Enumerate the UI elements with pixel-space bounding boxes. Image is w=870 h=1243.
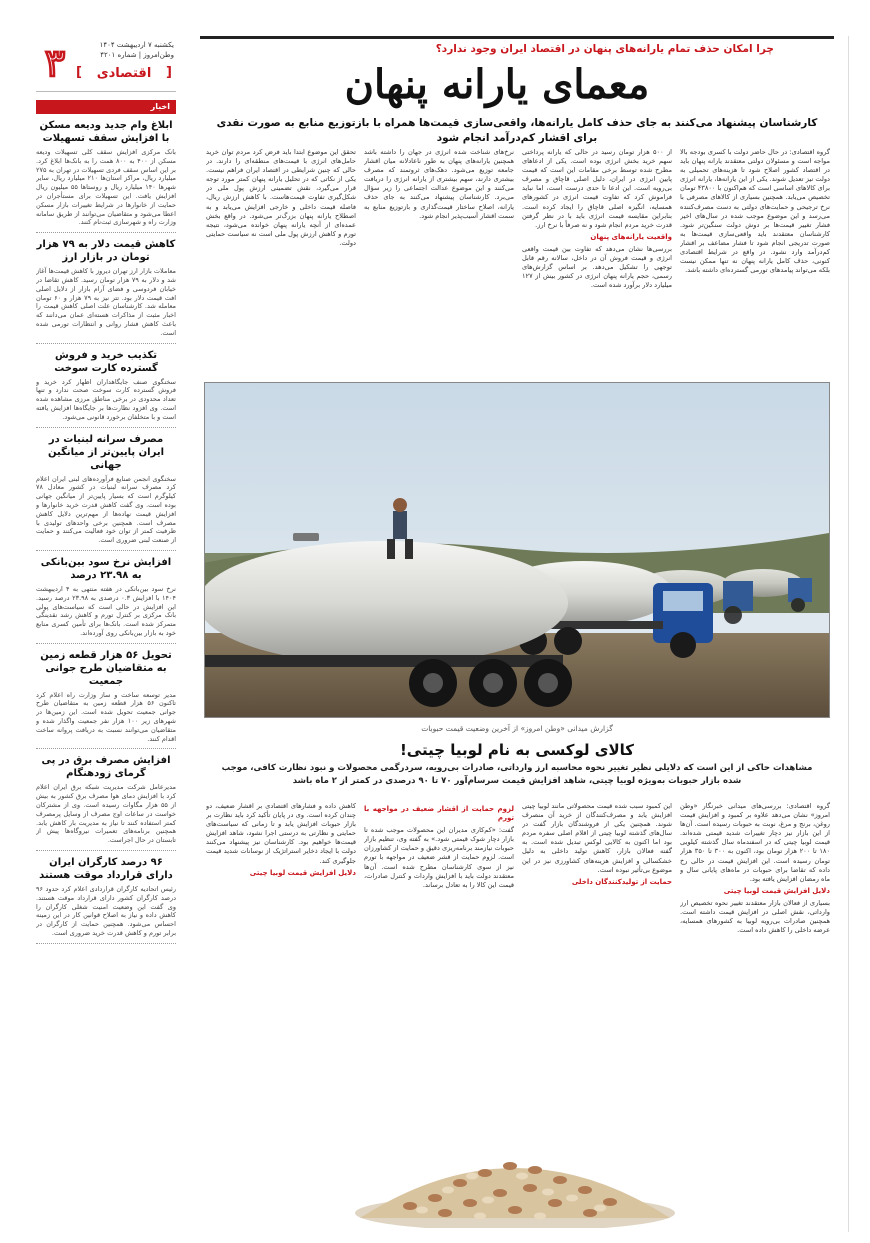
column-text: کاهش داده و فشارهای اقتصادی بر اقشار ضعیف، دو چندان کرده است. وی در پایان تأکید کرد باید نظارت بر بازار حبوبات افزایش یابد و تا زمانی که سیاست‌های حمایتی و نظارتی به درستی اجرا نشود، شاهد افزایش قیمت‌ها خواهیم بود. کارشناسان نیز پیشنهاد می‌کنند دولت با ایجاد ذخایر استراتژیک از نوسانات شدید قیمت جلوگیری کند. <box>206 802 356 865</box>
story-column <box>206 148 356 378</box>
brief-title[interactable]: کاهش قیمت دلار به ۷۹ هزار تومان در بازار ارز <box>36 239 176 264</box>
story2-column <box>364 802 514 1122</box>
brief-body: مدیرعامل شرکت مدیریت شبکه برق ایران اعلام کرد با افزایش دمای هوا مصرف برق کشور به بیش از ۵۵ هزار مگاوات رسیده است. وی از مشترکان خواست در ساعات اوج مصرف از وسایل پرمصرف کمتر استفاده کنند تا نیاز به مدیریت بار کاهش یابد. همچنین برنامه‌های تعمیرات نیروگاه‌ها پیش از تابستان در حال اجراست. <box>36 783 176 845</box>
story2-column <box>522 802 672 1122</box>
brief-body: معاملات بازار ارز تهران دیروز با کاهش قیمت‌ها آغاز شد و دلار به ۷۹ هزار تومان رسید. کاهش تقاضا در خیابان فردوسی و فضای آرام بازار از دلایل اصلی افت قیمت دلار بود. تتر نیز به ۷۹ هزار و ۶۰ تومان معامله شد. کارشناسان علت اصلی کاهش قیمت را اخبار مثبت از مذاکرات هسته‌ای عمان می‌دانند که باعث کاهش فشار روانی و انتظارات تورمی شده است. <box>36 267 176 337</box>
brief-title[interactable]: تحویل ۵۶ هزار قطعه زمین به متقاضیان طرح جوانی جمعیت <box>40 649 172 687</box>
brief-title[interactable]: تکذیب خرید و فروش گسترده کارت سوخت <box>54 349 158 374</box>
news-sidebar <box>36 36 176 1232</box>
column-text: گفت: «کم‌کاری مدیران این محصولات موجب شده تا بازار دچار شوک قیمتی شود.» به گفته وی، تنظیم بازار حبوبات نیازمند برنامه‌ریزی دقیق و حمایت از کشاورزان است. لزوم حمایت از قشر ضعیف در مواجهه با تورم نیز از سوی کارشناسان مطرح شده است. آن‌ها معتقدند دولت باید با افزایش واردات و کنترل صادرات، قیمت این کالا را به تعادل برساند. <box>364 826 514 889</box>
pinto-beans-photo <box>350 1128 680 1228</box>
brief-item <box>36 551 176 644</box>
column-subheading: حمایت از تولیدکنندگان داخلی <box>571 877 672 886</box>
page-number: ۳ <box>44 40 66 85</box>
brief-item <box>36 644 176 750</box>
column-subheading: واقعیت یارانه‌های پنهان <box>590 232 672 241</box>
tanker-trucks-illustration <box>204 383 829 718</box>
masthead-date-block <box>76 40 174 60</box>
news-bar-label: اخبار <box>36 100 176 114</box>
story2-lead: مشاهدات حاکی از این است که دلایلی نظیر تغییر نحوه محاسبه ارز وارداتی، صادرات بی‌رویه، سردرگمی محصولات و نبود نظارت کافی، موجب شده بازار حبوبات به‌ویژه لوبیا چیتی، شاهد افزایش قیمت سرسام‌آور ۷۰ تا ۹۰ درصدی در کمتر از ۲ ماه باشد <box>221 763 813 786</box>
masthead-date: یکشنبه ۷ اردیبهشت ۱۴۰۴ <box>99 41 174 49</box>
brief-body: بانک مرکزی افزایش سقف کلی تسهیلات ودیعه مسکن از ۴۰۰ به ۸۰۰ همت را به بانک‌ها ابلاغ کرد. بر این اساس سقف فردی تسهیلات در تهران به ۲۷۵ میلیارد ریال، مراکز استان‌ها ۲۱۰ میلیارد ریال، سایر شهرها ۱۴۰ میلیارد ریال و روستاها ۵۵ میلیون ریال افزایش یافت. این تسهیلات برای مستأجران در حمایت از خانوارها در شرایط تغییرات بازار مسکن اعطا می‌شود و متقاضیان می‌توانند از طریق سامانه وزارت راه و شهرسازی ثبت‌نام کنند. <box>36 148 176 227</box>
story-kicker: چرا امکان حذف تمام یارانه‌های پنهان در اقتصاد ایران وجود ندارد؟ <box>200 36 834 56</box>
brief-body: نرخ سود بین‌بانکی در هفته منتهی به ۴ اردیبهشت ۱۴۰۴ با افزایش ۰.۳ درصدی به ۲۳.۹۸ درصد رسید. این افزایش در حالی است که سیاست‌های پولی بانک مرکزی بر کنترل تورم و کاهش رشد نقدینگی متمرکز شده است. بانک‌ها برای تأمین کسری منابع خود به بازار بین‌بانکی روی آورده‌اند. <box>36 584 176 637</box>
story2-headline[interactable]: کالای لوکسی به نام لوبیا چیتی! <box>399 741 635 759</box>
column-text: نرخ‌های شناخت شده انرژی در جهان را داشته باشد همچنین یارانه‌های پنهان به طور ناعادلانه میان اقشار جامعه توزیع می‌شود. دهک‌های ثروتمند که مصرف بیشتری دارند، سهم بیشتری از یارانه انرژی را دریافت می‌کنند و این موضوع عدالت اجتماعی را زیر سؤال می‌برد. کارشناسان پیشنهاد می‌کنند به جای حذف یارانه، اصلاح ساختار قیمت‌گذاری و بازتوزیع منابع به سمت اقشار آسیب‌پذیر انجام شود. <box>364 148 514 220</box>
tanker-trucks-photo <box>204 382 830 718</box>
story-column <box>364 148 514 378</box>
brief-item <box>36 344 176 428</box>
story-lead: کارشناسان پیشنهاد می‌کنند به جای حذف کامل یارانه‌ها، واقعی‌سازی قیمت‌ها همراه با بازتوزیع منابع به صورت نقدی برای اقشار کم‌درآمد انجام شود <box>216 117 818 144</box>
brief-item <box>36 233 176 343</box>
masthead-issue: وطن‌امروز | شماره ۴۲۰۱ <box>100 51 174 59</box>
brief-title[interactable]: افزایش نرخ سود بین‌بانکی به ۲۳.۹۸ درصد <box>40 556 172 581</box>
photo-caption: گزارش میدانی «وطن امروز» از آخرین وضعیت قیمت حبوبات <box>421 724 613 733</box>
brief-title[interactable]: ابلاغ وام جدید ودیعه مسکن با افزایش سقف تسهیلات <box>39 120 173 144</box>
brief-body: مدیر توسعه ساخت و ساز وزارت راه اعلام کرد تاکنون ۵۶ هزار قطعه زمین به متقاضیان طرح جوانی جمعیت تحویل شده است. این زمین‌ها در شهرهای زیر ۱۰۰ هزار نفر جمعیت واگذار شده و متقاضیان می‌توانند نسبت به دریافت پروانه ساخت اقدام کنند. <box>36 690 176 743</box>
page-margin-rule <box>848 36 849 1232</box>
column-text: از ۵۰۰ هزار تومان رسید در حالی که یارانه پرداختی سهم خرید بخش انرژی بوده است. یکی از ادعاهای مطرح شده توسط برخی مقامات این است که قیمت پایین انرژی در ایران، دلیل اصلی قاچاق و مصرف بی‌رویه است. این ادعا تا حدی درست است، اما نباید فراموش کرد که تفاوت قیمت انرژی در کشورهای همسایه، انگیزه اصلی قاچاق را ایجاد کرده است. بنابراین مقایسه قیمت انرژی باید با در نظر گرفتن قدرت خرید مردم انجام شود و نه صرفاً با نرخ ارز. <box>522 148 672 229</box>
brief-title[interactable]: ۹۶ درصد کارگران ایران دارای قرارداد موقت هستند <box>39 857 173 882</box>
story2-column <box>206 802 356 1232</box>
brief-body: سخنگوی صنف جایگاهداران اظهار کرد خرید و فروش گسترده کارت سوخت صحت ندارد و تنها تعداد محدودی در برخی مناطق مرزی مشاهده شده است. وی افزود نظارت‌ها بر جایگاه‌ها افزایش یافته است و با متخلفان برخورد قانونی می‌شود. <box>36 377 176 421</box>
story2-column <box>680 802 830 1232</box>
column-text: بررسی‌ها نشان می‌دهد که تفاوت بین قیمت واقعی انرژی و قیمت فروش آن در داخل، سالانه رقم قابل توجهی را تشکیل می‌دهد. بر اساس گزارش‌های رسمی، حجم یارانه پنهان انرژی در کشور بیش از ۱۲۷ میلیارد دلار برآورد شده است. <box>522 244 672 290</box>
column-text: بسیاری از فعالان بازار معتقدند تغییر نحوه تخصیص ارز وارداتی، نقش اصلی در افزایش قیمت داشته است. همچنین صادرات بی‌رویه لوبیا به کشورهای همسایه، عرضه داخلی را کاهش داده است. <box>680 898 830 935</box>
column-text: تحقق این موضوع ابتدا باید فرض کرد مردم توان خرید حامل‌های انرژی با قیمت‌های منطقه‌ای را دارند. در حالی که چنین شرایطی در اقتصاد ایران فراهم نیست. یکی از نکاتی که در تحلیل یارانه پنهان کمتر مورد توجه قرار می‌گیرد، نقش تضمینی ارزش پول ملی در شکل‌گیری تفاوت قیمت‌هاست. با کاهش ارزش ریال، فاصله قیمت داخلی و خارجی افزایش می‌یابد و به اصطلاح یارانه پنهان بزرگ‌تر می‌شود. در واقع بخش عمده‌ای از آنچه یارانه پنهان خوانده می‌شود، نتیجه تورم و کاهش ارزش پول ملی است نه سیاست حمایتی دولت. <box>206 148 356 247</box>
story-column <box>522 148 672 378</box>
section-title: [ اقتصادی ] <box>78 63 170 85</box>
masthead <box>36 36 176 92</box>
brief-body: سخنگوی انجمن صنایع فرآورده‌های لبنی ایران اعلام کرد مصرف سرانه لبنیات در کشور معادل ۷۸ کیلوگرم است که بسیار پایین‌تر از میانگین جهانی بوده است. وی گفت کاهش قدرت خرید خانوارها و افزایش قیمت نهاده‌ها از مهم‌ترین دلایل کاهش مصرف است. همچنین برخی واحدهای تولیدی با ظرفیت کمتر از توان خود فعالیت می‌کنند و حمایت از صنعت لبنی ضروری است. <box>36 474 176 545</box>
story-headline[interactable]: معمای یارانه پنهان <box>344 61 650 108</box>
column-text: گروه اقتصادی: بررسی‌های میدانی خبرنگار «وطن امروز» نشان می‌دهد علاوه بر کمبود و افزایش قیمت روغن، برنج و مرغ، نوبت به حبوبات رسیده است. آن‌ها از این بازار نیز دچار تغییرات شدید قیمتی شده‌اند. قیمت لوبیا چیتی که در اسفندماه سال گذشته کیلویی ۱۸۰ تا ۲۰۰ هزار تومان بود، اکنون به ۳۰۰ تا ۳۵۰ هزار تومان رسیده است. این افزایش قیمت در حالی رخ داده که تقاضا برای حبوبات در ماه‌های پایانی سال و ماه رمضان افزایش یافته بود. <box>680 802 830 883</box>
brief-item <box>36 428 176 551</box>
brief-body: رئیس اتحادیه کارگران قراردادی اعلام کرد حدود ۹۶ درصد کارگران کشور دارای قرارداد موقت هستند. وی گفت این وضعیت امنیت شغلی کارگران را کاهش داده و نیاز به اصلاح قوانین کار در این زمینه احساس می‌شود. همچنین حمایت از کارگران در برابر تورم و کاهش قدرت خرید ضروری است. <box>36 885 176 938</box>
column-subheading: دلایل افزایش قیمت لوبیا چیتی <box>723 886 830 895</box>
column-subheading: دلایل افزایش قیمت لوبیا چیتی <box>249 868 356 877</box>
main-story <box>200 36 834 722</box>
column-subheading: لزوم حمایت از اقشار ضعیف در مواجهه با تورم <box>364 805 514 823</box>
brief-title[interactable]: افزایش مصرف برق در پی گرمای زودهنگام <box>41 755 171 780</box>
beans-story <box>200 738 834 1232</box>
column-text: این کمبود سبب شده قیمت محصولاتی مانند لوبیا چیتی افزایش یابد و مصرف‌کنندگان از خرید آن منصرف شوند. همچنین یکی از فروشندگان بازار گفت در سال‌های گذشته لوبیا چیتی از اقلام اصلی سفره مردم بود اما اکنون به کالایی لوکس تبدیل شده است. به گفته فعالان بازار، کاهش تولید داخلی به دلیل خشکسالی و افزایش هزینه‌های کشاورزی نیز در این موضوع بی‌تأثیر نبوده است. <box>522 802 672 874</box>
brief-item <box>36 749 176 851</box>
brief-item <box>36 851 176 944</box>
brief-title[interactable]: مصرف سرانه لبنیات در ایران پایین‌تر از میانگین جهانی <box>48 433 164 471</box>
pinto-beans-illustration <box>350 1128 680 1228</box>
brief-item <box>36 114 176 233</box>
column-text: گروه اقتصادی: در حال حاضر دولت با کسری بودجه بالا مواجه است و مسئولان دولتی معتقدند یارانه پنهان باید در اقتصاد کشور اصلاح شود تا هزینه‌های تحمیلی به دولت نیز تعدیل شوند. یکی از این یارانه‌ها، یارانه انرژی برای کالاهای اساسی است که هم‌اکنون با ۴۳۸۰۰ تومان تخصیص می‌یابد. همچنین بسیاری از کالاهای مصرفی با نرخ ترجیحی و حمایت‌های دولتی به دست مصرف‌کننده می‌رسد و این موضوع موجب شده در سال‌های اخیر فشار تغییر قیمت‌ها بر دوش دولت سنگین‌تر شود. کارشناسان معتقدند باید واقعی‌سازی قیمت‌ها به صورت تدریجی انجام شود تا فشار مضاعف بر اقشار کم‌درآمد وارد نشود. در واقع در شرایط اقتصادی کنونی، حذف کامل یارانه پنهان نه تنها ممکن نیست بلکه می‌تواند پیامدهای تورمی گسترده‌ای داشته باشد. <box>680 148 830 275</box>
